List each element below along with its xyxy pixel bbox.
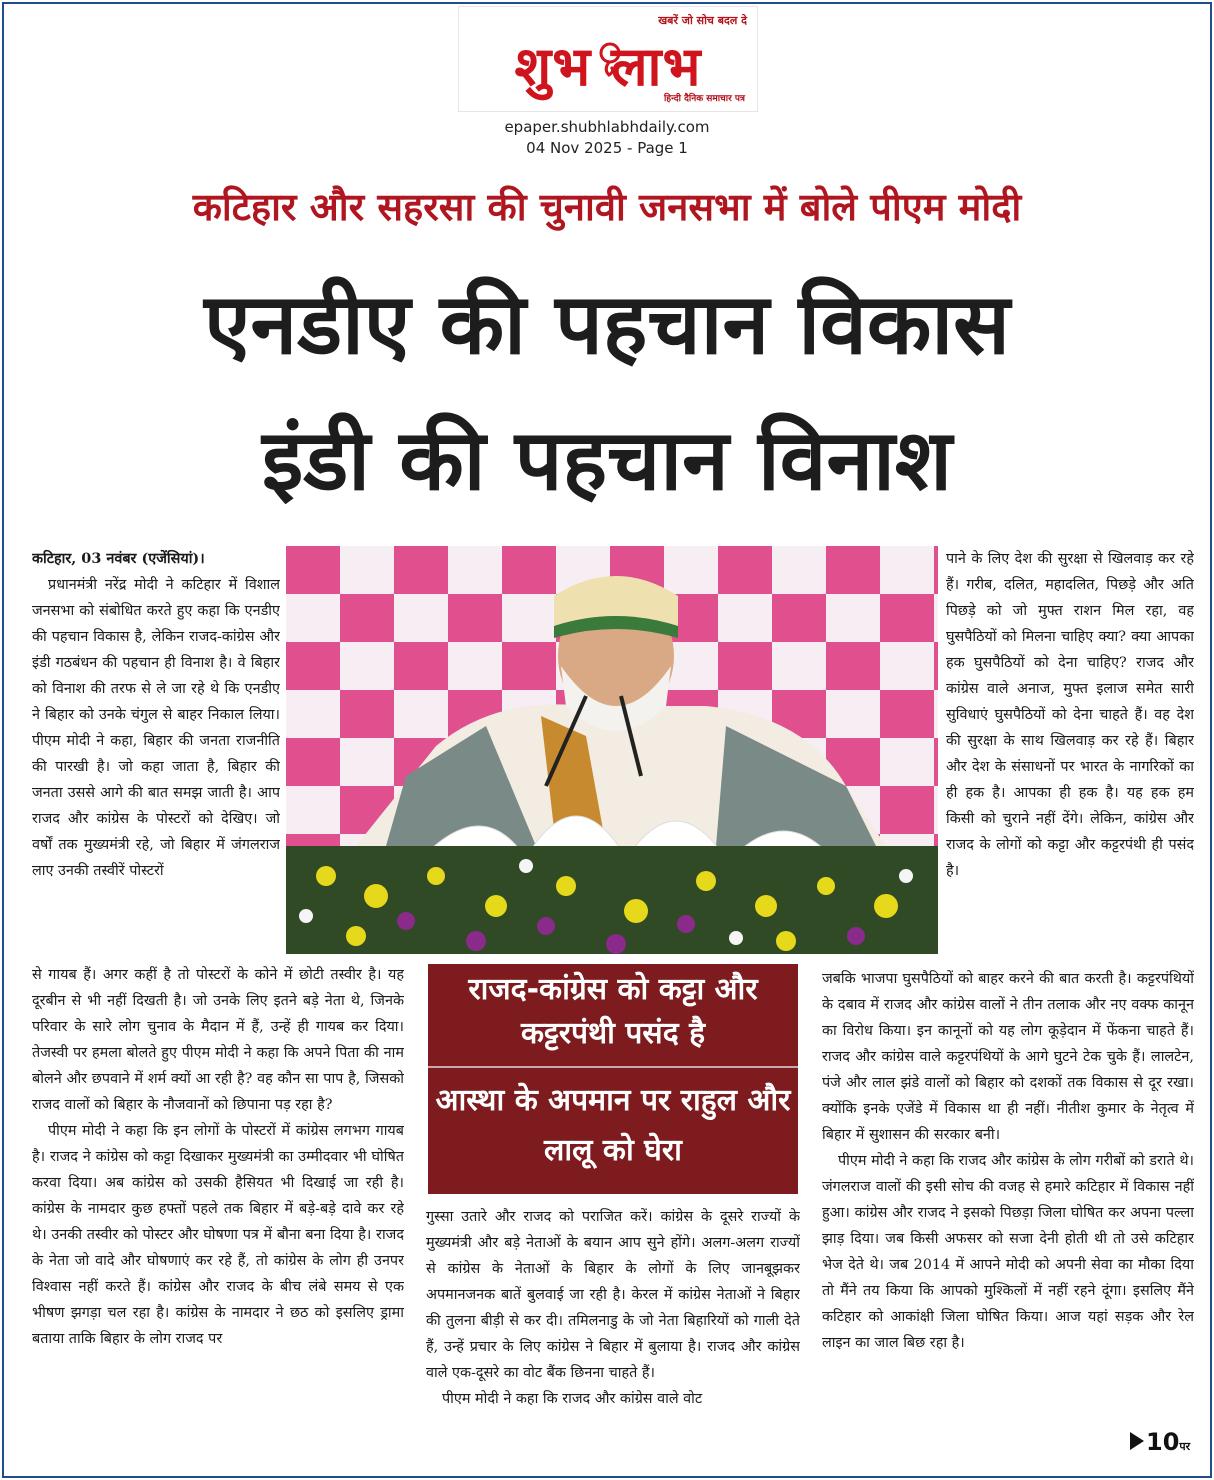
masthead-logo-text: शुभ लाभ (514, 35, 702, 98)
article-paragraph: गुस्सा उतारे और राजद को पराजित करें। कांग्रेस के दूसरे राज्यों के मुख्यमंत्री और बड़े नेताओं के बयान आप सुने होंगे। अलग-अलग राज्यों से कांग्रेस के नेताओं के बिहार के लोगों के लिए जानबूझकर अपमानजनक बातें बुलवाई जा रही है। केरल में कांग्रेस नेताओं ने बिहार की तुलना बीड़ी से कर दी। तमिलनाडु के जो नेता बिहारियों को गाली देते हैं, उन्हें प्रचार के लिए कांग्रेस ने बिहार में बुलाया है। राजद और कांग्रेस वाले एक-दूसरे का वोट बैंक छिनना चाहते हैं। (426, 1209, 800, 1381)
article-paragraph: जबकि भाजपा घुसपैठियों को बाहर करने की बात करती है। कट्टरपंथियों के दबाव में राजद और कांग्रेस वालों ने तीन तलाक और नए वक्फ कानून का विरोध किया। इन कानूनों को यह लोग कूड़ेदान में फेंकना चाहते हैं। राजद और कांग्रेस वाले कट्टरपंथियों के आगे घुटने टेक चुके हैं। लालटेन, पंजे और लाल झंडे वालों को बिहार को दशकों तक विकास से दूर रखा। क्योंकि इनके एजेंडे में विकास था ही नहीं। नीतीश कुमार के नेतृत्व में बिहार में सुशासन की सरकार बनी। (822, 971, 1194, 1143)
pm-modi-rally-photo (286, 546, 938, 954)
article-column-right-upper (946, 546, 1194, 964)
continued-page-ref (1130, 1428, 1190, 1456)
dateline: कटिहार, 03 नवंबर (एजेंसियां)। (32, 550, 205, 567)
epaper-url: epaper.shubhlabhdaily.com (504, 118, 710, 136)
continued-suffix: पर (1179, 1440, 1191, 1453)
article-column-middle (426, 1204, 800, 1470)
article-kicker: कटिहार और सहरसा की चुनावी जनसभा में बोले पीएम मोदी (192, 185, 1022, 229)
article-paragraph: से गायब हैं। अगर कहीं है तो पोस्टरों के कोने में छोटी तस्वीर है। यह दूरबीन से भी नहीं दिखती है। जो उनके लिए इतने बड़े नेता थे, जिनके परिवार के सारे लोग चुनाव के मैदान में हैं, उन्हें ही गायब कर दिया। तेजस्वी पर हमला बोलते हुए पीएम मोदी ने कहा कि अपने पिता की नाम बोलने और छपवाने में शर्म क्यों आ रही है? वह कौन सा पाप है, जिसको राजद वालों को बिहार के नौजवानों को छिपाना पड़ रहा है? (32, 967, 404, 1113)
headline-line-1: एनडीए की पहचान विकास (204, 275, 1010, 373)
article-paragraph: पाने के लिए देश की सुरक्षा से खिलवाड़ कर रहे हैं। गरीब, दलित, महादलित, पिछड़े और अति पिछड़े को जो मुफ्त राशन मिल रहा, वह घुसपैठियों को मिलना चाहिए क्या? क्या आपका हक घुसपैठियों को देना चाहिए? राजद और कांग्रेस वाले अनाज, मुफ्त इलाज समेत सारी सुविधाएं घुसपैठियों को देना चाहते हैं। वह देश की सुरक्षा के साथ खिलवाड़ कर रहे हैं। बिहार और देश के संसाधनों पर भारत के नागरिकों का ही हक है। आपका ही हक है। यह हक हम किसी को चुराने नहीं देंगे। लेकिन, कांग्रेस और राजद के लोगों को कट्टा और कट्टरपंथी ही पसंद है। (946, 551, 1194, 879)
masthead-subtitle: हिन्दी दैनिक समाचार पत्र (663, 94, 745, 104)
callout-text-2: आस्था के अपमान पर राहुल और लालू को घेरा (435, 1083, 791, 1168)
article-paragraph: पीएम मोदी ने कहा कि राजद और कांग्रेस के लोग गरीबों को डराते थे। जंगलराज वालों की इसी सोच की वजह से हमारे कटिहार में विकास नहीं हुआ। कांग्रेस और राजद ने इसको पिछड़ा जिला घोषित कर अपना पल्ला झाड़ दिया। जब किसी अफसर को सजा देनी होती थी तो उसे कटिहार भेज देते थे। जब 2014 में आपने मोदी को अपनी सेवा का मौका दिया तो मैंने तय किया कि आपको मुश्किलों में नहीं रहने दूंगा। इसलिए मैंने कटिहार को आकांक्षी जिला घोषित किया। आज यहां सड़क और रेल लाइन का जाल बिछ रहा है। (822, 1153, 1194, 1351)
article-column-right-lower (822, 966, 1194, 1468)
article-paragraph: पीएम मोदी ने कहा कि इन लोगों के पोस्टरों में कांग्रेस लगभग गायब है। राजद ने कांग्रेस को कट्टा दिखाकर मुख्यमंत्री का उम्मीदवार भी घोषित करवा दिया। अब कांग्रेस को उसकी हैसियत भी दिखाई जा रही है। कांग्रेस के नामदार कुछ हफ्तों पहले तक बिहार में बड़े-बड़े दावे कर रहे थे। उनकी तस्वीर को पोस्टर और घोषणा पत्र में बौना बना दिया है। राजद के नेता जो वादे और घोषणाएं कर रहे हैं, तो कांग्रेस के लोग ही उनपर विश्वास नहीं करते हैं। कांग्रेस और राजद के बीच लंबे समय से एक भीषण झगड़ा चल रहा है। कांग्रेस के नामदार ने छठ को इसलिए ड्रामा बताया ताकि बिहार के लोग राजद पर (32, 1123, 404, 1347)
callout-text-1: राजद-कांग्रेस को कट्टा और कट्टरपंथी पसंद है (468, 972, 758, 1051)
highlight-callout-box (428, 964, 798, 1194)
article-paragraph: प्रधानमंत्री नरेंद्र मोदी ने कटिहार में विशाल जनसभा को संबोधित करते हुए कहा कि एनडीए की पहचान विकास है, लेकिन राजद-कांग्रेस और इंडी गठबंधन की पहचान ही विनाश है। वे बिहार को विनाश की तरफ से ले जा रहे थे कि एनडीए ने बिहार को उनके चंगुल से बाहर निकाल लिया। पीएम मोदी ने कहा, बिहार की जनता राजनीति की पारखी है। जो कहा जाता है, बिहार की जनता उससे आगे की बात समझ जाती है। आप राजद और कांग्रेस के पोस्टरों को देखिए। जो वर्षों तक मुख्यमंत्री रहे, जो बिहार में जंगलराज लाए उनकी तस्वीरें पोस्टरों (32, 577, 280, 879)
continued-page-number: 10 (1146, 1428, 1180, 1456)
edition-date-page: 04 Nov 2025 - Page 1 (526, 139, 688, 157)
ganesha-logo-icon (595, 41, 625, 79)
article-column-left-upper (32, 546, 280, 962)
callout-divider (428, 1066, 798, 1068)
play-arrow-icon (1130, 1432, 1144, 1450)
article-column-left-lower (32, 962, 404, 1470)
article-paragraph: पीएम मोदी ने कहा कि राजद और कांग्रेस वाले वोट (442, 1391, 703, 1407)
headline-line-2: इंडी की पहचान विनाश (262, 411, 952, 509)
masthead-tagline: खबरें जो सोच बदल दे (658, 14, 747, 27)
newspaper-masthead (458, 6, 758, 112)
